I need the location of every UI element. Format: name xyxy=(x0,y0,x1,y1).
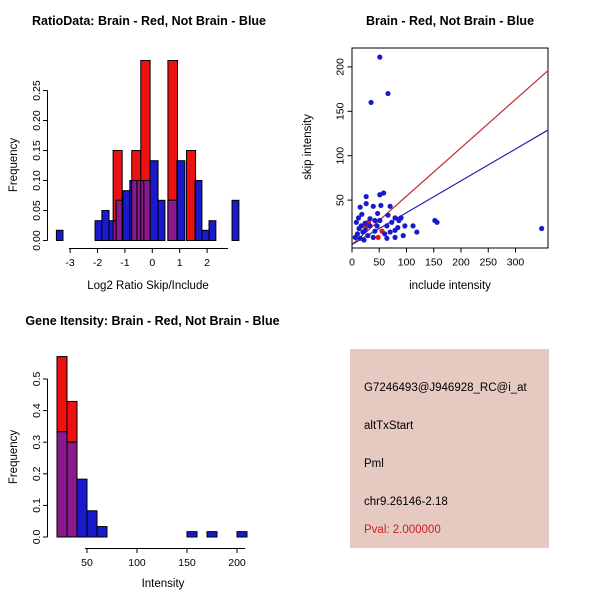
tick-label: 300 xyxy=(506,256,525,269)
tick-label: 2 xyxy=(204,257,211,270)
ratio-histogram-bar-blue xyxy=(209,221,216,241)
locus-text: chr9.26146-2.18 xyxy=(364,496,448,508)
ratio-histogram-bar-blue xyxy=(232,200,239,240)
ratio-histogram-bar-overlap xyxy=(177,161,178,241)
gene-intensity-histogram-bar-overlap xyxy=(57,432,67,537)
tick-label: 150 xyxy=(424,256,443,269)
tick-label: 0.4 xyxy=(31,403,44,418)
tick-label: -1 xyxy=(120,257,130,270)
tick-label: 0.3 xyxy=(31,434,44,450)
scatter-point-blue xyxy=(385,91,390,96)
scatter-point-blue xyxy=(402,223,407,228)
scatter-point-blue xyxy=(367,216,372,221)
tick-label: -2 xyxy=(92,257,103,270)
scatter-point-blue xyxy=(367,223,372,228)
ratio-histogram-bar-overlap xyxy=(144,181,150,241)
scatter-point-blue xyxy=(364,201,369,206)
tick-label: 200 xyxy=(334,58,347,76)
tick-label: 0.5 xyxy=(31,371,44,387)
tick-label: 0.2 xyxy=(31,466,44,482)
scatter-point-blue xyxy=(377,218,382,223)
ratio-histogram-bar-overlap xyxy=(116,200,122,240)
scatter-point-blue xyxy=(361,237,366,242)
ratio-histogram-ylabel: Frequency xyxy=(8,137,20,193)
brain-fit-line xyxy=(352,70,548,244)
gene-intensity-histogram-bar-blue xyxy=(207,532,217,537)
scatter-point-blue xyxy=(358,205,363,210)
pval-text: Pval: 2.000000 xyxy=(364,524,441,536)
ratio-histogram-bar-blue xyxy=(56,230,63,240)
scatter-point-blue xyxy=(365,233,370,238)
ratio-histogram-bar-overlap xyxy=(137,181,141,241)
scatter-point-blue xyxy=(375,211,380,216)
ratio-histogram-xlabel: Log2 Ratio Skip/Include xyxy=(87,280,209,292)
scatter-point-blue xyxy=(384,236,389,241)
gene-intensity-histogram-bar-blue xyxy=(187,532,197,537)
tick-label: 0.20 xyxy=(31,110,44,131)
tick-label: -3 xyxy=(65,257,75,270)
ratio-histogram-bar-blue xyxy=(150,161,158,241)
gene-histogram-title: Gene Itensity: Brain - Red, Not Brain - Blue xyxy=(25,314,280,328)
tick-label: 100 xyxy=(128,557,146,570)
ratio-histogram-bar-blue xyxy=(123,191,130,241)
scatter-point-blue xyxy=(392,235,397,240)
scatter-point-blue xyxy=(377,55,382,60)
scatter-point-blue xyxy=(360,229,365,234)
ratio-histogram-bar-overlap xyxy=(195,181,196,241)
gene-intensity-histogram-bar-blue xyxy=(237,532,247,537)
scatter-point-blue xyxy=(389,220,394,225)
scatter-point-blue xyxy=(401,233,406,238)
ratio-histogram-bar-blue xyxy=(158,200,165,240)
scatter-point-blue xyxy=(388,204,393,209)
event-type-text: altTxStart xyxy=(364,420,414,432)
tick-label: 0.00 xyxy=(31,230,44,251)
tick-label: 50 xyxy=(334,194,347,206)
gene-info-panel xyxy=(350,349,549,548)
scatter-point-blue xyxy=(434,220,439,225)
tick-label: 150 xyxy=(334,102,347,121)
scatter-point-blue xyxy=(381,190,386,195)
scatter-point-blue xyxy=(355,231,360,236)
scatter-point-blue xyxy=(372,218,377,223)
scatter-point-blue xyxy=(398,215,403,220)
ratio-histogram-title: RatioData: Brain - Red, Not Brain - Blue xyxy=(31,14,267,28)
tick-label: 50 xyxy=(81,557,93,570)
tick-label: 200 xyxy=(452,256,470,269)
scatter-point-blue xyxy=(371,235,376,240)
scatter-point-blue xyxy=(378,203,383,208)
scatter-point-blue xyxy=(372,229,377,234)
tick-label: 250 xyxy=(479,256,498,269)
scatter-point-blue xyxy=(364,194,369,199)
gene-intensity-histogram-bar-blue xyxy=(77,479,87,537)
scatter-point-blue xyxy=(371,204,376,209)
not-brain-fit-line xyxy=(352,130,548,245)
ratio-histogram-bar-overlap xyxy=(132,181,137,241)
tick-label: 1 xyxy=(176,257,183,270)
scatter-point-red xyxy=(376,235,381,240)
scatter-point-blue xyxy=(384,223,389,228)
ratio-histogram-bar-overlap xyxy=(168,200,177,240)
tick-label: 50 xyxy=(373,256,386,269)
scatter-point-blue xyxy=(374,223,379,228)
gene-intensity-histogram-bar-blue xyxy=(87,511,97,537)
scatter-point-blue xyxy=(385,213,390,218)
ratio-histogram-bar-blue xyxy=(102,211,109,241)
ratio-histogram-bar-blue xyxy=(95,221,102,241)
tick-label: 0.1 xyxy=(31,498,44,513)
tick-label: 100 xyxy=(334,146,347,165)
gene-intensity-histogram-bar-overlap xyxy=(67,442,77,537)
tick-label: 0.0 xyxy=(31,529,44,545)
tick-label: 0.05 xyxy=(31,200,44,221)
scatter-point-blue xyxy=(392,228,397,233)
gene-intensity-histogram-bar-blue xyxy=(97,527,107,537)
tick-label: 0 xyxy=(149,257,156,270)
scatter-point-blue xyxy=(539,226,544,231)
tick-label: 0 xyxy=(349,256,355,269)
tick-label: 150 xyxy=(178,557,196,570)
gene-histogram-xlabel: Intensity xyxy=(141,578,185,590)
scatter-point-blue xyxy=(388,229,393,234)
ratio-histogram-bar-blue xyxy=(202,230,209,240)
tick-label: 100 xyxy=(397,256,416,269)
tick-label: 0.25 xyxy=(31,80,44,101)
tick-label: 200 xyxy=(228,557,246,570)
tick-label: 0.10 xyxy=(31,170,44,191)
scatter-point-blue xyxy=(410,223,415,228)
scatter-xlabel: include intensity xyxy=(409,280,491,292)
scatter-point-blue xyxy=(414,229,419,234)
tick-label: 0.15 xyxy=(31,140,44,161)
gene-name-text: Pml xyxy=(364,458,384,470)
scatter-title: Brain - Red, Not Brain - Blue xyxy=(365,14,535,28)
scatter-point-blue xyxy=(382,231,387,236)
gene-histogram-ylabel: Frequency xyxy=(8,429,20,485)
scatter-point-blue xyxy=(356,226,361,231)
scatter-point-blue xyxy=(356,215,361,220)
scatter-point-blue xyxy=(368,100,373,105)
ratio-histogram-bar-blue xyxy=(177,161,185,241)
scatter-point-blue xyxy=(354,220,359,225)
scatter-ylabel: skip intensity xyxy=(302,114,314,180)
probe-id-text: G7246493@J946928_RC@i_at xyxy=(364,382,527,394)
ratio-histogram-bar-red xyxy=(187,151,196,241)
